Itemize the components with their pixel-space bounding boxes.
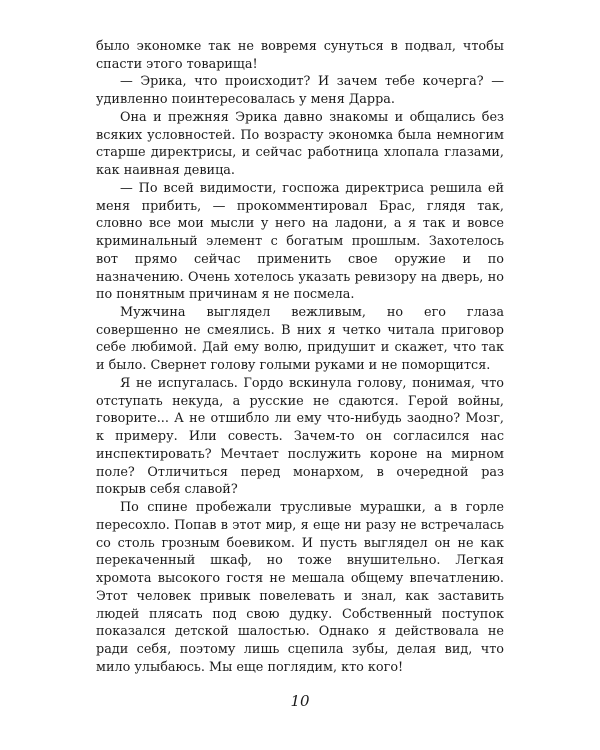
paragraph-dialogue-bras: — По всей видимости, госпожа директриса решила ей меня прибить, — прокомментировал Брас, глядя так, словно все мои мысли у него на ладони, а я так и вовсе криминальный элемент с богатым прошлым. Захотелось вот прямо сейчас применить свое оружие и по назначению. Очень хотелось указать ревизору на дверь, но по понятным причинам я не посмела.: [96, 180, 504, 303]
paragraph-narration: Я не испугалась. Гордо вскинула голову, понимая, что отступать некуда, а русские не сдаются. Герой войны, говорите... А не отшибло ли ему что-нибудь заодно? Мозг, к примеру. Или совесть. Зачем-то он согласился нас инспектировать? Мечтает послужить короне на мирном поле? Отличиться перед монархом, в очередной раз покрыв себя славой?: [96, 375, 504, 498]
paragraph-narration: По спине пробежали трусливые мурашки, а в горле пересохло. Попав в этот мир, я еще ни разу не встречалась со столь грозным боевиком. И пусть выглядел он не как перекаченный шкаф, но тоже внушительно. Легкая хромота высокого гостя не мешала общему впечатлению. Этот человек привык повелевать и знал, как заставить людей плясать под свою дудку. Собственный поступок показался детской шалостью. Однако я действовала не ради себя, поэтому лишь сцепила зубы, делая вид, что мило улыбаюсь. Мы еще поглядим, кто кого!: [96, 500, 504, 675]
paragraph-narration: Она и прежняя Эрика давно знакомы и общались без всяких условностей. По возрасту экономка была немногим старше директрисы, и сейчас работница хлопала глазами, как наивная девица.: [96, 109, 504, 179]
paragraph-narration: Мужчина выглядел вежливым, но его глаза совершенно не смеялись. В них я четко читала приговор себе любимой. Дай ему волю, придушит и скажет, что так и было. Свернет голову голыми руками и не поморщится.: [96, 305, 504, 374]
paragraph-continued: было экономке так не вовремя сунуться в подвал, чтобы спасти этого товарища!: [96, 39, 504, 72]
page-text: [96, 38, 504, 676]
page-number: 10: [290, 692, 310, 710]
paragraph-dialogue-darra: — Эрика, что происходит? И зачем тебе кочерга? — удивленно поинтересовалась у меня Дарра.: [96, 74, 504, 108]
